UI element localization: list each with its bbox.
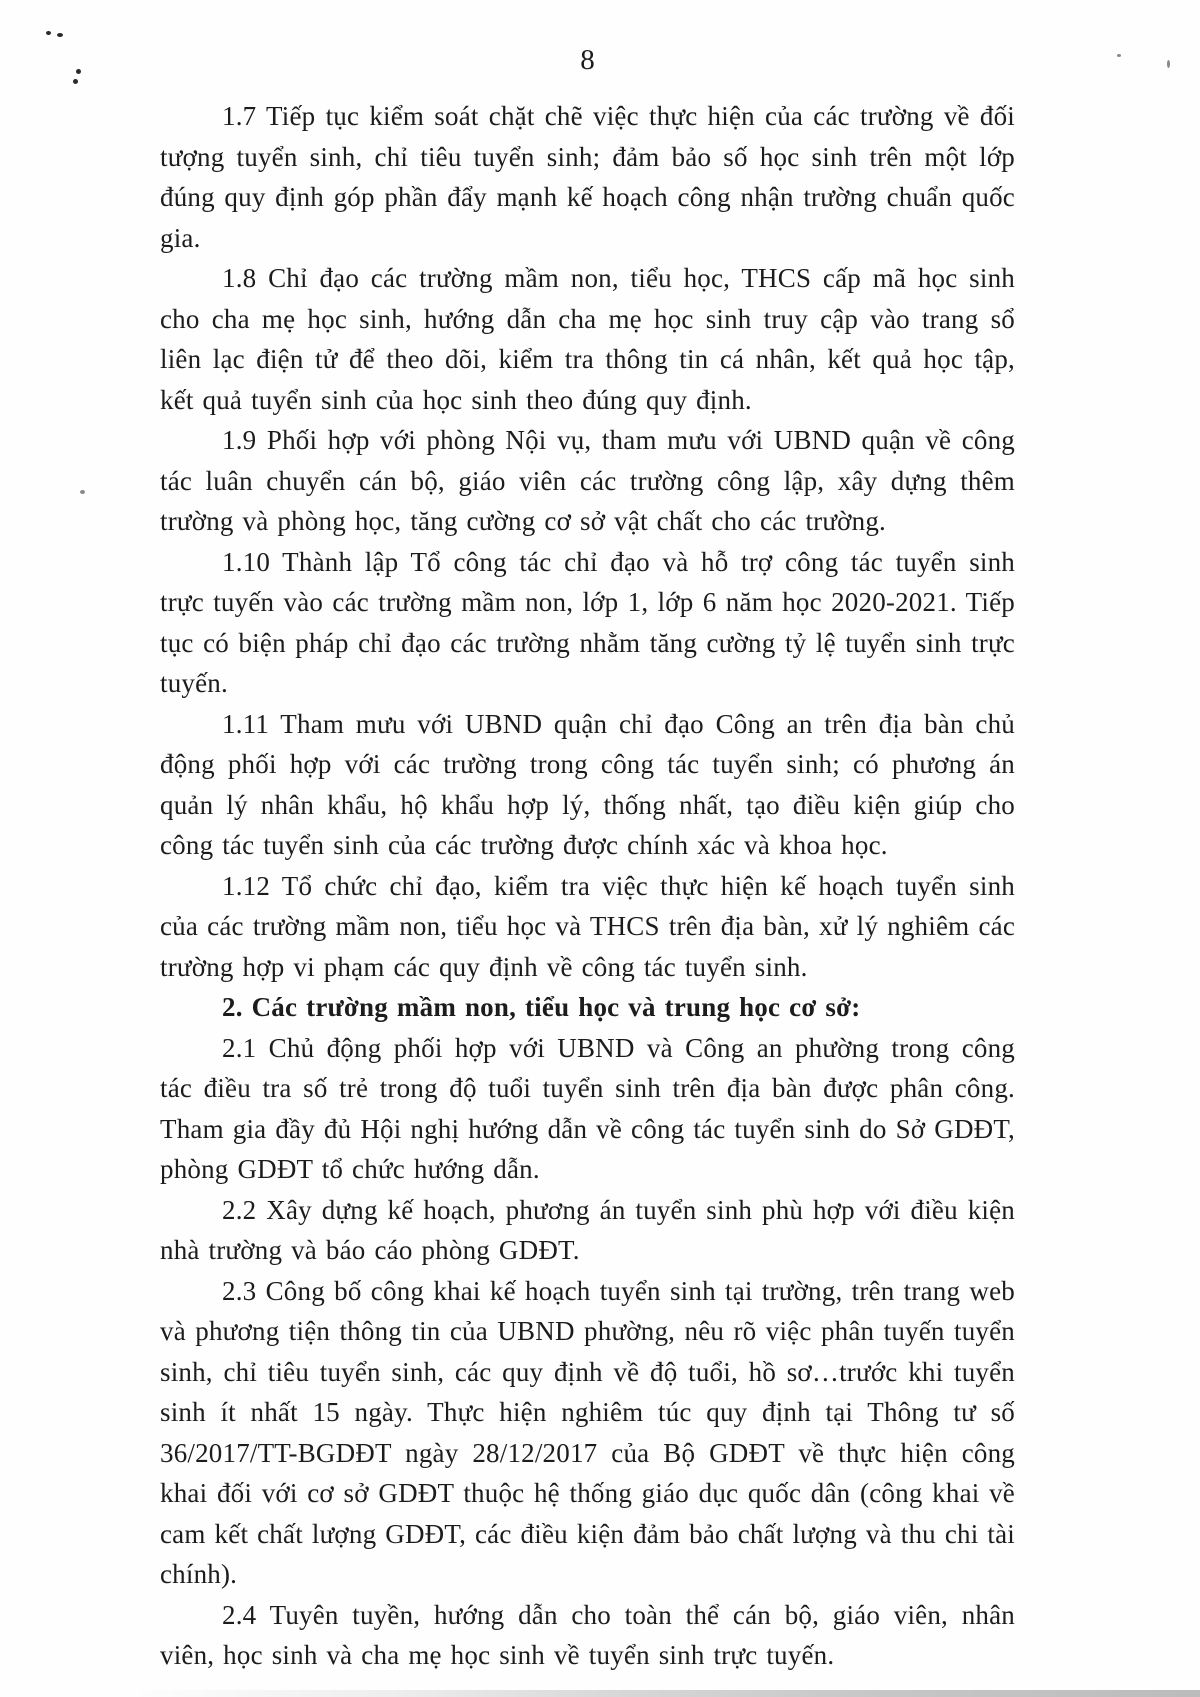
scan-edge-artifact: [130, 1690, 1200, 1697]
paragraph-1-12: 1.12 Tổ chức chỉ đạo, kiểm tra việc thực hiện kế hoạch tuyển sinh của các trường mầm non, tiểu học và THCS trên địa bàn, xử lý nghiêm các trường hợp vi phạm các quy định về công tác tuyển sinh.: [160, 870, 1015, 982]
paragraph-1-9: 1.9 Phối hợp với phòng Nội vụ, tham mưu với UBND quận về công tác luân chuyển cán bộ, giáo viên các trường công lập, xây dựng thêm trường và phòng học, tăng cường cơ sở vật chất cho các trường.: [160, 425, 1015, 536]
paragraph-1-11: 1.11 Tham mưu với UBND quận chỉ đạo Công an trên địa bàn chủ động phối hợp với các trường trong công tác tuyển sinh; có phương án quản lý nhân khẩu, hộ khẩu hợp lý, thống nhất, tạo điều kiện giúp cho công tác tuyển sinh của các trường được chính xác và khoa học.: [160, 708, 1015, 860]
scan-speck: [1117, 54, 1121, 57]
paragraph-2-4: 2.4 Tuyên tuyền, hướng dẫn cho toàn thể cán bộ, giáo viên, nhân viên, học sinh và cha mẹ học sinh về tuyển sinh trực tuyến.: [160, 1599, 1015, 1670]
paragraph-1-8: 1.8 Chỉ đạo các trường mầm non, tiểu học, THCS cấp mã học sinh cho cha mẹ học sinh, hướng dẫn cha mẹ học sinh truy cập vào trang sổ liên lạc điện tử để theo dõi, kiểm tra thông tin cá nhân, kết quả học tập, kết quả tuyển sinh của học sinh theo đúng quy định.: [160, 263, 1015, 415]
scan-speck: [46, 31, 51, 35]
page-number: 8: [580, 44, 595, 76]
scan-speck: [1167, 60, 1170, 68]
paragraph-1-10: 1.10 Thành lập Tổ công tác chỉ đạo và hỗ trợ công tác tuyển sinh trực tuyến vào các trường mầm non, lớp 1, lớp 6 năm học 2020-2021. Tiếp tục có biện pháp chỉ đạo các trường nhằm tăng cường tỷ lệ tuyển sinh trực tuyến.: [160, 546, 1015, 698]
scan-speck: [57, 33, 63, 37]
paragraph-2-3: 2.3 Công bố công khai kế hoạch tuyển sinh tại trường, trên trang web và phương tiện thông tin của UBND phường, nêu rõ việc phân tuyến tuyển sinh, chỉ tiêu tuyển sinh, các quy định về độ tuổi, hồ sơ…trước khi tuyển sinh ít nhất 15 ngày. Thực hiện nghiêm túc quy định tại Thông tư số 36/2017/TT-BGDĐT ngày 28/12/2017 của Bộ GDĐT về thực hiện công khai đối với cơ sở GDĐT thuộc hệ thống giáo dục quốc dân (công khai về cam kết chất lượng GDĐT, các điều kiện đảm bảo chất lượng và thu chi tài chính).: [160, 1275, 1015, 1589]
paragraph-2-2: 2.2 Xây dựng kế hoạch, phương án tuyển sinh phù hợp với điều kiện nhà trường và báo cáo phòng GDĐT.: [160, 1194, 1015, 1265]
paragraph-2-1: 2.1 Chủ động phối hợp với UBND và Công an phường trong công tác điều tra số trẻ trong độ tuổi tuyển sinh trên địa bàn được phân công. Tham gia đầy đủ Hội nghị hướng dẫn về công tác tuyển sinh do Sở GDĐT, phòng GDĐT tổ chức hướng dẫn.: [160, 1032, 1015, 1184]
paragraph-1-7: 1.7 Tiếp tục kiểm soát chặt chẽ việc thực hiện của các trường về đối tượng tuyển sinh, chỉ tiêu tuyển sinh; đảm bảo số học sinh trên một lớp đúng quy định góp phần đẩy mạnh kế hoạch công nhận trường chuẩn quốc gia.: [160, 101, 1015, 253]
scan-speck: [80, 490, 85, 494]
document-body: [160, 96, 1015, 1676]
section-2-heading: 2. Các trường mầm non, tiểu học và trung học cơ sở:: [222, 992, 861, 1022]
scan-speck: [76, 69, 81, 74]
scan-speck: [73, 79, 78, 84]
